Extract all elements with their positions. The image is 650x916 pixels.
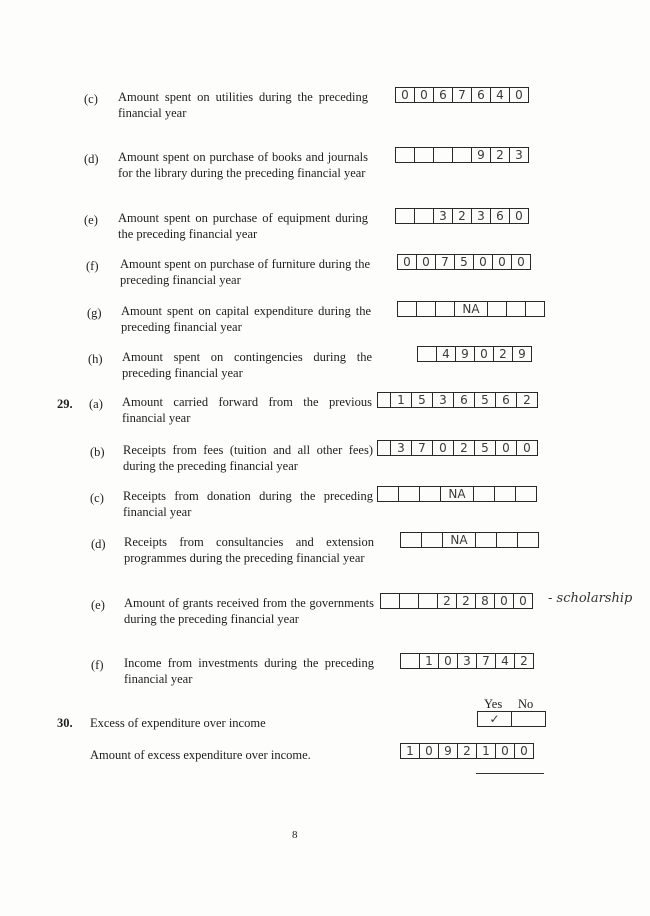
digit-box[interactable]: 5 [454, 254, 474, 270]
digit-box[interactable]: 2 [452, 208, 472, 224]
digit-box[interactable] [517, 532, 539, 548]
item-text: Receipts from donation during the preceding financial year [123, 489, 373, 519]
digit-box[interactable] [475, 532, 497, 548]
item-text: Amount spent on purchase of equipment during the preceding financial year [118, 211, 368, 241]
item-label: (c) [84, 92, 98, 106]
digit-box[interactable] [395, 147, 415, 163]
digit-box[interactable]: NA [442, 532, 476, 548]
digit-box[interactable]: 0 [416, 254, 436, 270]
item-label: (b) [90, 445, 105, 459]
digit-box[interactable]: 0 [495, 440, 517, 456]
question-number: 30. [57, 716, 73, 730]
digit-box[interactable]: 0 [511, 254, 531, 270]
amount-boxes[interactable] [417, 346, 531, 362]
digit-box[interactable] [395, 208, 415, 224]
digit-box[interactable]: 2 [453, 440, 475, 456]
digit-box[interactable]: 0 [419, 743, 439, 759]
digit-box[interactable]: 6 [433, 87, 453, 103]
digit-box[interactable] [380, 593, 400, 609]
digit-box[interactable]: 0 [509, 87, 529, 103]
digit-box[interactable] [515, 486, 537, 502]
digit-box[interactable]: 1 [400, 743, 420, 759]
digit-box[interactable]: 0 [516, 440, 538, 456]
handwritten-note: - scholarship [548, 591, 633, 606]
amount-boxes[interactable] [377, 486, 536, 502]
item-label: (e) [91, 598, 105, 612]
digit-box[interactable]: 5 [474, 440, 496, 456]
digit-box[interactable] [525, 301, 545, 317]
amount-boxes[interactable] [400, 653, 533, 669]
digit-box[interactable]: 2 [493, 346, 513, 362]
digit-box[interactable]: 0 [474, 346, 494, 362]
item-label: (a) [89, 397, 103, 411]
digit-box[interactable]: NA [454, 301, 488, 317]
amount-boxes[interactable] [400, 743, 533, 759]
item-text: Amount of excess expenditure over income. [90, 748, 311, 762]
item-label: (g) [87, 306, 102, 320]
digit-box[interactable]: 1 [476, 743, 496, 759]
digit-box[interactable] [494, 486, 516, 502]
digit-box[interactable]: 6 [495, 392, 517, 408]
digit-box[interactable]: 0 [514, 743, 534, 759]
digit-box[interactable]: 3 [457, 653, 477, 669]
amount-boxes[interactable] [380, 593, 532, 609]
digit-box[interactable]: 3 [433, 208, 453, 224]
yes-label: Yes [484, 697, 503, 711]
digit-box[interactable]: 2 [456, 593, 476, 609]
digit-box[interactable]: 9 [438, 743, 458, 759]
item-text: Amount spent on purchase of books and journals for the library during the preceding financial year [118, 150, 368, 180]
amount-boxes[interactable] [395, 87, 528, 103]
digit-box[interactable] [418, 593, 438, 609]
digit-box[interactable] [398, 486, 420, 502]
digit-box[interactable]: 6 [490, 208, 510, 224]
digit-box[interactable]: 0 [494, 593, 514, 609]
item-text: Amount spent on capital expenditure during the preceding financial year [121, 304, 371, 334]
digit-box[interactable]: 9 [455, 346, 475, 362]
item-text: Amount spent on purchase of furniture during the preceding financial year [120, 257, 370, 287]
item-text: Amount spent on utilities during the preceding financial year [118, 90, 368, 120]
amount-boxes[interactable] [397, 301, 544, 317]
item-label: (d) [91, 537, 106, 551]
digit-box[interactable]: 4 [495, 653, 515, 669]
digit-box[interactable]: 6 [453, 392, 475, 408]
page-number: 8 [292, 829, 298, 841]
digit-box[interactable] [435, 301, 455, 317]
digit-box[interactable]: 6 [471, 87, 491, 103]
item-text: Receipts from fees (tuition and all other fees) during the preceding financial year [123, 443, 373, 473]
amount-boxes[interactable] [377, 440, 537, 456]
item-text: Receipts from consultancies and extension programmes during the preceding financial year [124, 535, 374, 565]
digit-box[interactable] [400, 653, 420, 669]
digit-box[interactable]: 8 [475, 593, 495, 609]
digit-box[interactable] [473, 486, 495, 502]
item-label: (c) [90, 491, 104, 505]
digit-box[interactable] [419, 486, 441, 502]
digit-box[interactable]: 5 [411, 392, 433, 408]
digit-box[interactable]: 2 [457, 743, 477, 759]
digit-box[interactable]: NA [440, 486, 474, 502]
digit-box[interactable] [377, 486, 399, 502]
item-text: Amount of grants received from the governments during the preceding financial year [124, 596, 374, 626]
digit-box[interactable]: 0 [397, 254, 417, 270]
digit-box[interactable] [421, 532, 443, 548]
digit-box[interactable]: 2 [437, 593, 457, 609]
digit-box[interactable] [397, 301, 417, 317]
digit-box[interactable] [496, 532, 518, 548]
item-label: (e) [84, 213, 98, 227]
item-text: Excess of expenditure over income [90, 716, 266, 730]
digit-box[interactable]: 4 [490, 87, 510, 103]
amount-boxes[interactable] [397, 254, 530, 270]
digit-box[interactable] [414, 147, 434, 163]
digit-box[interactable]: 3 [509, 147, 529, 163]
digit-box[interactable]: 0 [492, 254, 512, 270]
no-label: No [518, 697, 534, 711]
digit-box[interactable]: 2 [490, 147, 510, 163]
item-label: (f) [86, 259, 99, 273]
digit-box[interactable]: 2 [516, 392, 538, 408]
digit-box[interactable]: 9 [512, 346, 532, 362]
item-text: Amount carried forward from the previous financial year [122, 395, 372, 425]
item-text: Income from investments during the preceding financial year [124, 656, 374, 686]
digit-box[interactable]: 0 [438, 653, 458, 669]
item-label: (d) [84, 152, 99, 166]
digit-box[interactable]: 0 [395, 87, 415, 103]
digit-box[interactable] [452, 147, 472, 163]
digit-box[interactable] [417, 346, 437, 362]
amount-boxes[interactable] [377, 392, 537, 408]
digit-box[interactable] [399, 593, 419, 609]
digit-box[interactable] [377, 440, 391, 456]
digit-box[interactable]: 7 [476, 653, 496, 669]
item-label: (f) [91, 658, 104, 672]
digit-box[interactable]: 7 [435, 254, 455, 270]
digit-box[interactable]: 7 [411, 440, 433, 456]
digit-box[interactable]: 3 [390, 440, 412, 456]
amount-boxes[interactable] [395, 147, 528, 163]
amount-boxes[interactable] [400, 532, 538, 548]
question-number: 29. [57, 397, 73, 411]
digit-box[interactable]: 0 [495, 743, 515, 759]
yes-checkbox[interactable]: ✓ [477, 711, 512, 727]
digit-box[interactable]: 0 [509, 208, 529, 224]
digit-box[interactable]: 0 [432, 440, 454, 456]
digit-box[interactable]: 0 [473, 254, 493, 270]
underline [476, 773, 544, 774]
digit-box[interactable] [433, 147, 453, 163]
digit-box[interactable]: 7 [452, 87, 472, 103]
no-checkbox[interactable] [511, 711, 546, 727]
digit-box[interactable] [400, 532, 422, 548]
digit-box[interactable]: 5 [474, 392, 496, 408]
digit-box[interactable] [377, 392, 391, 408]
digit-box[interactable] [506, 301, 526, 317]
item-text: Amount spent on contingencies during the preceding financial year [122, 350, 372, 380]
digit-box[interactable] [487, 301, 507, 317]
digit-box[interactable]: 1 [419, 653, 439, 669]
digit-box[interactable]: 0 [414, 87, 434, 103]
digit-box[interactable]: 3 [471, 208, 491, 224]
digit-box[interactable]: 3 [432, 392, 454, 408]
digit-box[interactable]: 1 [390, 392, 412, 408]
item-label: (h) [88, 352, 103, 366]
digit-box[interactable]: 0 [513, 593, 533, 609]
yes-no-boxes[interactable] [477, 711, 545, 727]
digit-box[interactable] [416, 301, 436, 317]
digit-box[interactable]: 9 [471, 147, 491, 163]
digit-box[interactable]: 2 [514, 653, 534, 669]
digit-box[interactable] [414, 208, 434, 224]
digit-box[interactable]: 4 [436, 346, 456, 362]
amount-boxes[interactable] [395, 208, 528, 224]
